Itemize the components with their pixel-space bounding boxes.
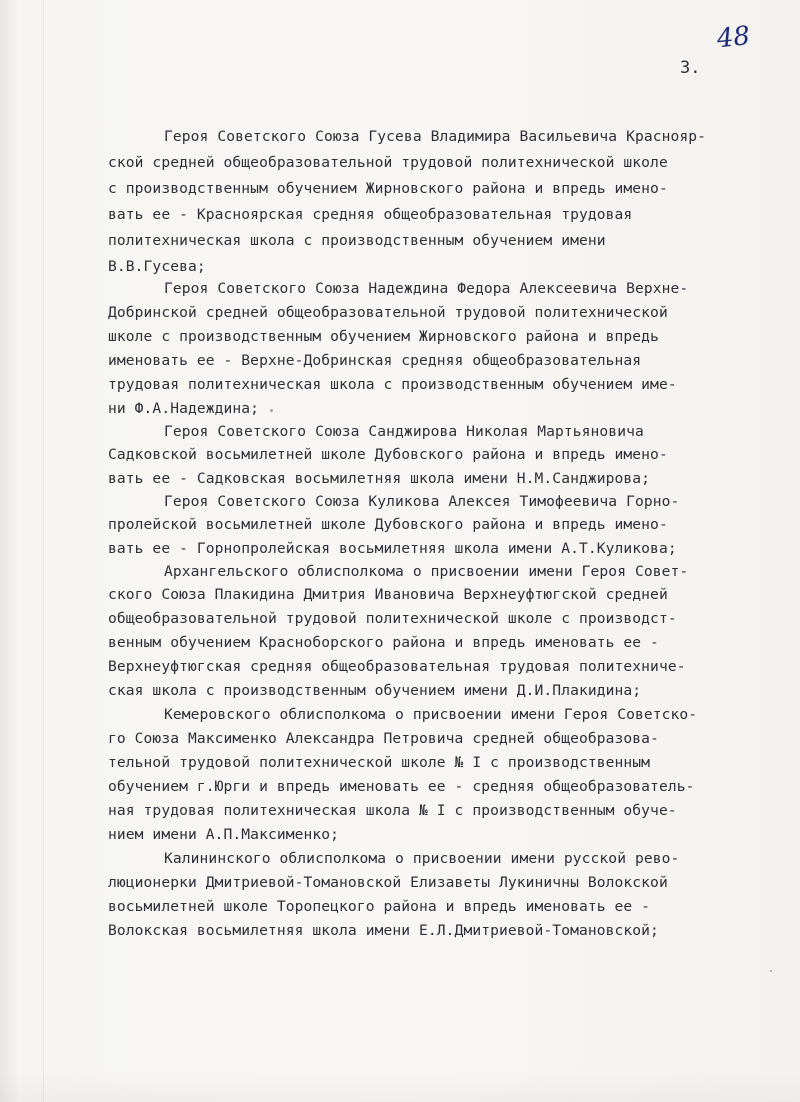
text-line: ской средней общеобразовательной трудовой политехнической школе <box>108 154 668 171</box>
text-line: Героя Советского Союза Гусева Владимира Васильевича Краснояр- <box>164 128 707 145</box>
text-line: Героя Советского Союза Куликова Алексея Тимофеевича Горно- <box>164 493 680 510</box>
ink-speck <box>770 970 772 972</box>
text-line: Архангельского облисполкома о присвоении имени Героя Совет- <box>164 563 689 580</box>
text-line: Добринской средней общеобразовательной трудовой политехнической <box>108 304 668 321</box>
text-line: Садковской восьмилетней школе Дубовского района и впредь имено- <box>108 446 668 463</box>
text-line: тельной трудовой политехнической школе № I с производственным <box>108 754 651 771</box>
text-line: трудовая политехническая школа с производственным обучением име- <box>108 376 677 393</box>
ink-speck <box>270 409 273 412</box>
scan-shadow <box>0 1070 800 1102</box>
text-line: го Союза Максименко Александра Петровича средней общеобразова- <box>108 730 659 747</box>
text-line: вать ее - Красноярская средняя общеобразовательная трудовая <box>108 206 633 223</box>
text-line: нием имени А.П.Максименко; <box>108 826 340 843</box>
text-line: В.В.Гусева; <box>108 258 206 275</box>
text-line: люционерки Дмитриевой-Томановской Елизаветы Лукиничны Волокской <box>108 874 668 891</box>
text-line: Героя Советского Союза Санджирова Николая Мартьяновича <box>164 423 644 440</box>
text-line: Волокская восьмилетняя школа имени Е.Л.Дмитриевой-Томановской; <box>108 922 659 939</box>
text-line: политехническая школа с производственным обучением имени <box>108 232 606 249</box>
text-line: вать ее - Садковская восьмилетняя школа имени Н.М.Санджирова; <box>108 470 651 487</box>
text-line: вать ее - Горнопролейская восьмилетняя школа имени А.Т.Куликова; <box>108 540 677 557</box>
text-line: Героя Советского Союза Надеждина Федора Алексеевича Верхне- <box>164 280 689 297</box>
text-line: пролейской восьмилетней школе Дубовского района и впредь имено- <box>108 516 668 533</box>
text-line: ская школа с производственным обучением имени Д.И.Плакидина; <box>108 682 642 699</box>
text-line: ная трудовая политехническая школа № I с производственным обуче- <box>108 802 677 819</box>
text-line: с производственным обучением Жирновского района и впредь имено- <box>108 180 668 197</box>
scan-edge-line <box>43 0 44 1102</box>
text-line: восьмилетней школе Торопецкого района и впредь именовать ее - <box>108 898 651 915</box>
text-line: именовать ее - Верхне-Добринская средняя общеобразовательная <box>108 352 642 369</box>
text-line: венным обучением Красноборского района и впредь именовать ее - <box>108 634 659 651</box>
text-line: Кемеровского облисполкома о присвоении имени Героя Советско- <box>164 706 698 723</box>
text-line: Верхнеуфтюгская средняя общеобразовательная трудовая политехниче- <box>108 658 686 675</box>
text-line: общеобразовательной трудовой политехнической школе с производст- <box>108 610 677 627</box>
page-number: 3. <box>680 58 701 78</box>
text-line: ни Ф.А.Надеждина; <box>108 400 260 417</box>
text-line: Калининского облисполкома о присвоении имени русской рево- <box>164 850 680 867</box>
text-line: школе с производственным обучением Жирновского района и впредь <box>108 328 659 345</box>
text-line: обучением г.Юрги и впредь именовать ее - средняя общеобразователь- <box>108 778 695 795</box>
archive-number-handwritten: 48 <box>715 20 752 55</box>
text-line: ского Союза Плакидина Дмитрия Ивановича Верхнеуфтюгской средней <box>108 586 668 603</box>
